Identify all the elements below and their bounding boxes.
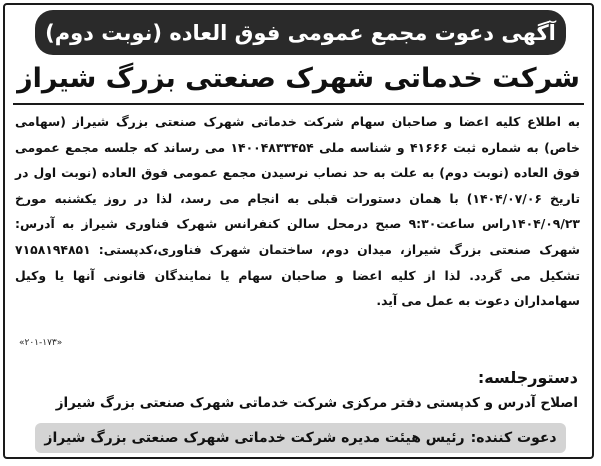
inviter-bar [35,423,566,453]
notice-title: آگهی دعوت مجمع عمومی فوق العاده (نوبت دوم) [45,20,556,45]
divider [13,103,584,105]
notice-banner [35,10,566,55]
notice-frame [3,3,594,459]
notice-body: به اطلاع کلیه اعضا و صاحبان سهام شرکت خدماتی شهرک صنعتی بزرگ شیراز (سهامی خاص) به شماره ثبت ۴۱۶۶۶ و شناسه ملی ۱۴۰۰۴۸۳۳۴۵۴ می رساند که جلسه مجمع عمومی فوق العاده (نوبت دوم) به علت به حد نصاب نرسیدن مجمع عمومی فوق العاده (نوبت اول در تاریخ ۱۴۰۴/۰۷/۰۶) با همان دستورات قبلی به انجام می رسد، لذا در روز یکشنبه مورخ ۱۴۰۴/۰۹/۲۳راس ساعت۹:۳۰ صبح درمحل سالن کنفرانس شهرک فناوری شیراز به آدرس: شهرک صنعتی بزرگ شیراز، میدان دوم، ساختمان شهرک فناوری،کدپستی: ۷۱۵۸۱۹۴۸۵۱ تشکیل می گردد. لذا از کلیه اعضا و صاحبان سهام یا نمایندگان قانونی آنها یا وکیل سهامداران دعوت به عمل می آید. [15,114,580,309]
notice-code: «۲۰۱-۱۷۳» [19,338,63,348]
company-name: شرکت خدماتی شهرک صنعتی بزرگ شیراز [17,63,580,94]
inviter-name: رئیس هیئت مدیره شرکت خدماتی شهرک صنعتی بزرگ شیراز [44,430,465,446]
agenda-title: دستورجلسه: [477,368,578,387]
inviter-label: دعوت کننده: [470,430,557,446]
agenda-item: اصلاح آدرس و کدپستی دفتر مرکزی شرکت خدماتی شهرک صنعتی بزرگ شیراز [55,395,578,411]
